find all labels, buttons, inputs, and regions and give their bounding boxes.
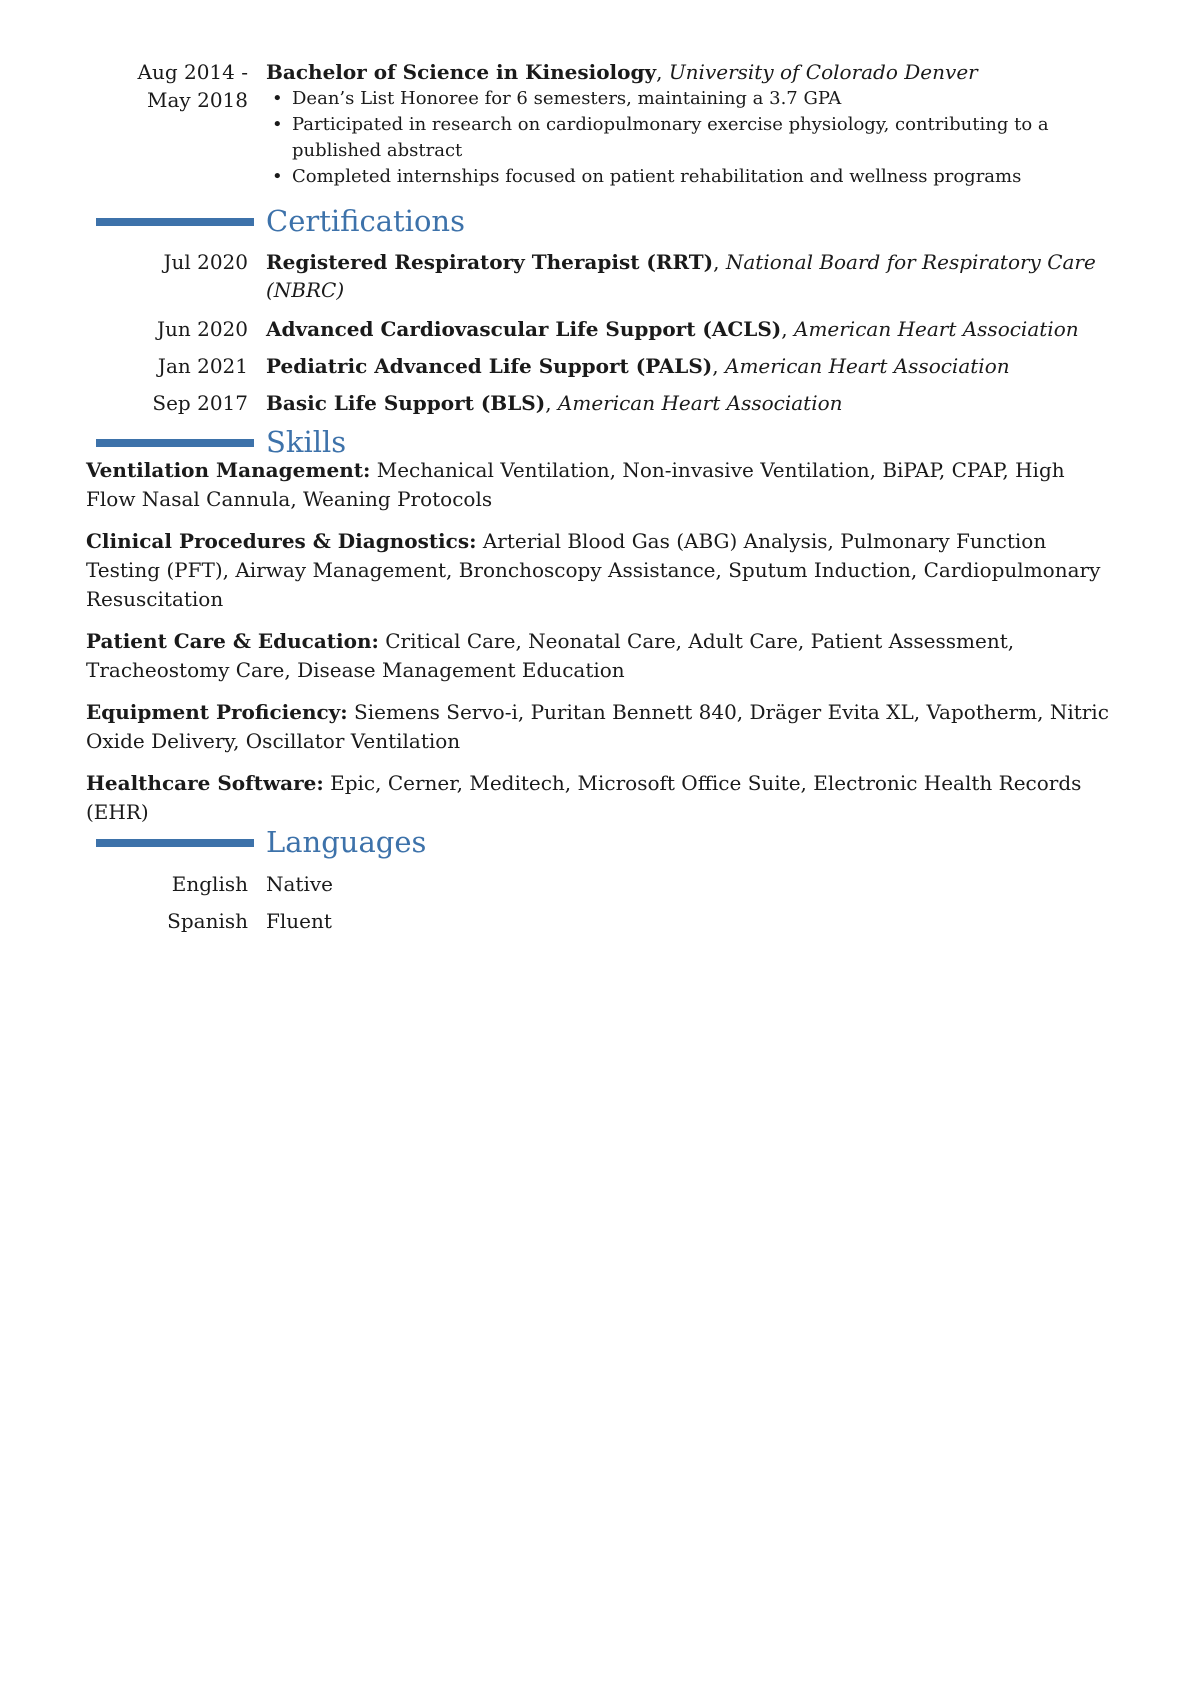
skill-category: Patient Care & Education: bbox=[86, 629, 379, 653]
cert-name: Pediatric Advanced Life Support (PALS) bbox=[266, 354, 713, 378]
language-level: Fluent bbox=[266, 909, 332, 933]
cert-entry: Basic Life Support (BLS), American Heart Association bbox=[266, 391, 843, 415]
cert-date: Jun 2020 bbox=[156, 317, 248, 341]
cert-name: Advanced Cardiovascular Life Support (ACLS) bbox=[266, 317, 782, 341]
cert-name: Basic Life Support (BLS) bbox=[266, 391, 546, 415]
school-name: University of Colorado Denver bbox=[668, 60, 978, 84]
skill-category: Ventilation Management: bbox=[86, 458, 371, 482]
skill-row bbox=[86, 527, 1110, 614]
skill-values: Critical Care, Neonatal Care, Adult Care, Patient Assessment, Tracheostomy Care, Disease Management Education bbox=[86, 629, 1015, 682]
skills-list bbox=[86, 456, 1110, 840]
language-name: English bbox=[171, 872, 248, 896]
education-bullet: • Dean’s List Honoree for 6 semesters, maintaining a 3.7 GPA bbox=[266, 86, 1106, 112]
skill-row bbox=[86, 627, 1110, 685]
skill-category: Equipment Proficiency: bbox=[86, 700, 348, 724]
education-entry bbox=[266, 58, 1106, 190]
skill-category: Healthcare Software: bbox=[86, 771, 324, 795]
skill-values: Arterial Blood Gas (ABG) Analysis, Pulmonary Function Testing (PFT), Airway Management, Bronchoscopy Assistance, Sputum Induction, Cardiopulmonary Resuscitation bbox=[86, 529, 1101, 611]
education-bullet: • Completed internships focused on patient rehabilitation and wellness programs bbox=[266, 164, 1106, 190]
skill-row bbox=[86, 456, 1110, 514]
education-dates bbox=[96, 58, 248, 114]
cert-issuer: National Board for Respiratory Care (NBRC) bbox=[266, 250, 1096, 302]
skills-rule bbox=[96, 439, 254, 447]
certifications-rule bbox=[96, 218, 254, 226]
cert-date: Sep 2017 bbox=[152, 391, 248, 415]
education-date-end: May 2018 bbox=[147, 88, 248, 112]
cert-issuer: American Heart Association bbox=[725, 354, 1010, 378]
skill-row bbox=[86, 698, 1110, 756]
cert-date: Jul 2020 bbox=[163, 250, 248, 274]
languages-heading: Languages bbox=[266, 825, 427, 859]
language-level: Native bbox=[266, 872, 333, 896]
education-date-start: Aug 2014 - bbox=[137, 60, 248, 84]
cert-entry: Pediatric Advanced Life Support (PALS), American Heart Association bbox=[266, 354, 1010, 378]
education-bullets bbox=[266, 86, 1106, 190]
skill-row bbox=[86, 769, 1110, 827]
skills-heading: Skills bbox=[266, 425, 347, 459]
cert-entry: Advanced Cardiovascular Life Support (ACLS), American Heart Association bbox=[266, 317, 1079, 341]
education-header: Bachelor of Science in Kinesiology, University of Colorado Denver bbox=[266, 60, 978, 84]
cert-entry: Registered Respiratory Therapist (RRT), National Board for Respiratory Care (NBRC) bbox=[266, 250, 1096, 302]
skill-values: Mechanical Ventilation, Non-invasive Ventilation, BiPAP, CPAP, High Flow Nasal Cannula, Weaning Protocols bbox=[86, 458, 1065, 511]
language-name: Spanish bbox=[167, 909, 248, 933]
skill-values: Epic, Cerner, Meditech, Microsoft Office Suite, Electronic Health Records (EHR) bbox=[86, 771, 1082, 824]
cert-name: Registered Respiratory Therapist (RRT) bbox=[266, 250, 714, 274]
skill-category: Clinical Procedures & Diagnostics: bbox=[86, 529, 477, 553]
skill-values: Siemens Servo-i, Puritan Bennett 840, Dräger Evita XL, Vapotherm, Nitric Oxide Delivery, Oscillator Ventilation bbox=[86, 700, 1109, 753]
degree-title: Bachelor of Science in Kinesiology bbox=[266, 60, 657, 84]
cert-issuer: American Heart Association bbox=[794, 317, 1079, 341]
certifications-heading: Certifications bbox=[266, 204, 465, 238]
languages-rule bbox=[96, 839, 254, 847]
education-bullet: • Participated in research on cardiopulmonary exercise physiology, contributing to a published abstract bbox=[266, 112, 1106, 164]
cert-issuer: American Heart Association bbox=[557, 391, 843, 415]
cert-date: Jan 2021 bbox=[157, 354, 248, 378]
